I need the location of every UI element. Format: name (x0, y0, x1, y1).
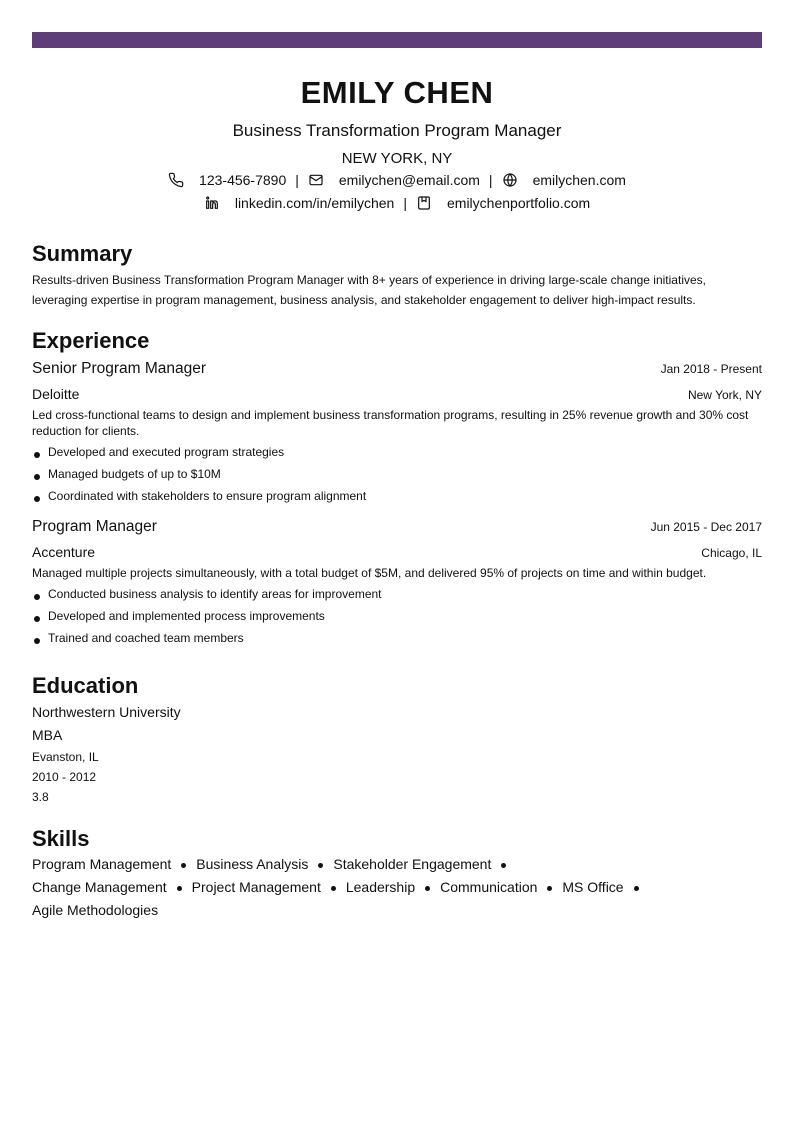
skill-item (196, 853, 333, 876)
job-description: Managed multiple projects simultaneously, with a total budget of $5M, and delivered 95% of projects on time and within budget. (32, 566, 707, 580)
email-contact[interactable] (308, 169, 480, 191)
envelope-icon (308, 172, 324, 188)
skill-label: Communication (440, 879, 538, 895)
skill-label: Project Management (191, 879, 321, 895)
contact-line-1 (32, 169, 762, 191)
phone-icon (168, 172, 184, 188)
candidate-title: Business Transformation Program Manager (232, 121, 562, 140)
job-subheader (32, 383, 762, 405)
linkedin-text: linkedin.com/in/emilychen (234, 195, 395, 211)
job-entry (32, 516, 762, 649)
skill-item (562, 876, 648, 899)
resume-header (32, 74, 762, 214)
bullet-dot (331, 886, 336, 891)
job-header (32, 358, 762, 380)
list-item: Developed and implemented process improvements (32, 605, 762, 627)
skills-section (32, 826, 762, 922)
experience-heading: Experience (32, 328, 150, 353)
phone-text: 123-456-7890 (199, 172, 287, 188)
portfolio-text: emilychenportfolio.com (447, 195, 591, 211)
summary-text: Results-driven Business Transformation Program Manager with 8+ years of experience in driving large-scale change initiatives, leveraging expertise in program management, business analysis, and stakeholder engagement to deliver high-impact results. (32, 273, 706, 307)
list-item: Trained and coached team members (32, 627, 762, 649)
experience-section (32, 328, 762, 649)
globe-icon (502, 172, 518, 188)
list-item: Developed and executed program strategies (32, 441, 762, 463)
bullet-dot (501, 863, 506, 868)
skill-label: Agile Methodologies (32, 902, 159, 918)
candidate-location: NEW YORK, NY (341, 150, 453, 167)
linkedin-contact[interactable] (204, 192, 395, 214)
bullet-dot (181, 863, 186, 868)
bullet-dot (547, 886, 552, 891)
skill-item (440, 876, 562, 899)
list-item: Coordinated with stakeholders to ensure program alignment (32, 485, 762, 507)
education-gpa: 3.8 (32, 790, 49, 804)
job-company: Accenture (32, 544, 96, 560)
job-entry (32, 358, 762, 507)
list-item: Managed budgets of up to $10M (32, 463, 762, 485)
education-section (32, 673, 762, 807)
phone-contact[interactable] (168, 169, 286, 191)
skill-item (346, 876, 440, 899)
skills-heading: Skills (32, 826, 90, 851)
summary-heading: Summary (32, 241, 133, 266)
separator: | (295, 172, 299, 188)
job-company: Deloitte (32, 386, 80, 402)
job-description: Led cross-functional teams to design and implement business transformation programs, resulting in 25% revenue growth and 30% cost reduction for clients. (32, 408, 749, 438)
job-location: Chicago, IL (701, 546, 762, 560)
contact-line-2 (32, 192, 762, 214)
skill-label: Leadership (345, 879, 416, 895)
job-subheader (32, 541, 762, 563)
education-dates: 2010 - 2012 (32, 770, 97, 784)
skill-item (333, 853, 516, 876)
skill-item (32, 876, 192, 899)
skill-label: Stakeholder Engagement (333, 856, 492, 872)
job-title: Senior Program Manager (32, 360, 207, 377)
list-item: Conducted business analysis to identify areas for improvement (32, 583, 762, 605)
job-bullets (32, 583, 762, 649)
skill-item (32, 853, 196, 876)
portfolio-icon (416, 195, 432, 211)
job-header (32, 516, 762, 538)
skills-list (32, 853, 672, 922)
website-contact[interactable] (502, 169, 626, 191)
job-location: New York, NY (687, 388, 762, 402)
portfolio-contact[interactable] (416, 192, 590, 214)
job-dates: Jun 2015 - Dec 2017 (650, 520, 762, 534)
linkedin-icon (204, 195, 220, 211)
job-bullets (32, 441, 762, 507)
skill-item (192, 876, 346, 899)
email-text: emilychen@email.com (338, 172, 480, 188)
separator: | (403, 195, 407, 211)
separator: | (488, 172, 493, 188)
education-heading: Education (32, 673, 139, 698)
skill-label: MS Office (562, 879, 624, 895)
skill-label: Business Analysis (196, 856, 309, 872)
skill-label: Change Management (32, 879, 167, 895)
job-title: Program Manager (32, 518, 157, 535)
bullet-dot (425, 886, 430, 891)
accent-bar (32, 32, 762, 48)
skill-label: Program Management (32, 856, 172, 872)
education-school: Northwestern University (32, 704, 181, 720)
candidate-name: EMILY CHEN (300, 75, 494, 110)
education-location: Evanston, IL (32, 750, 99, 764)
skill-item (32, 899, 158, 922)
bullet-dot (634, 886, 639, 891)
job-dates: Jan 2018 - Present (660, 362, 762, 376)
education-degree: MBA (32, 727, 63, 743)
bullet-dot (177, 886, 182, 891)
summary-section (32, 241, 762, 310)
bullet-dot (318, 863, 323, 868)
website-text: emilychen.com (532, 172, 626, 188)
